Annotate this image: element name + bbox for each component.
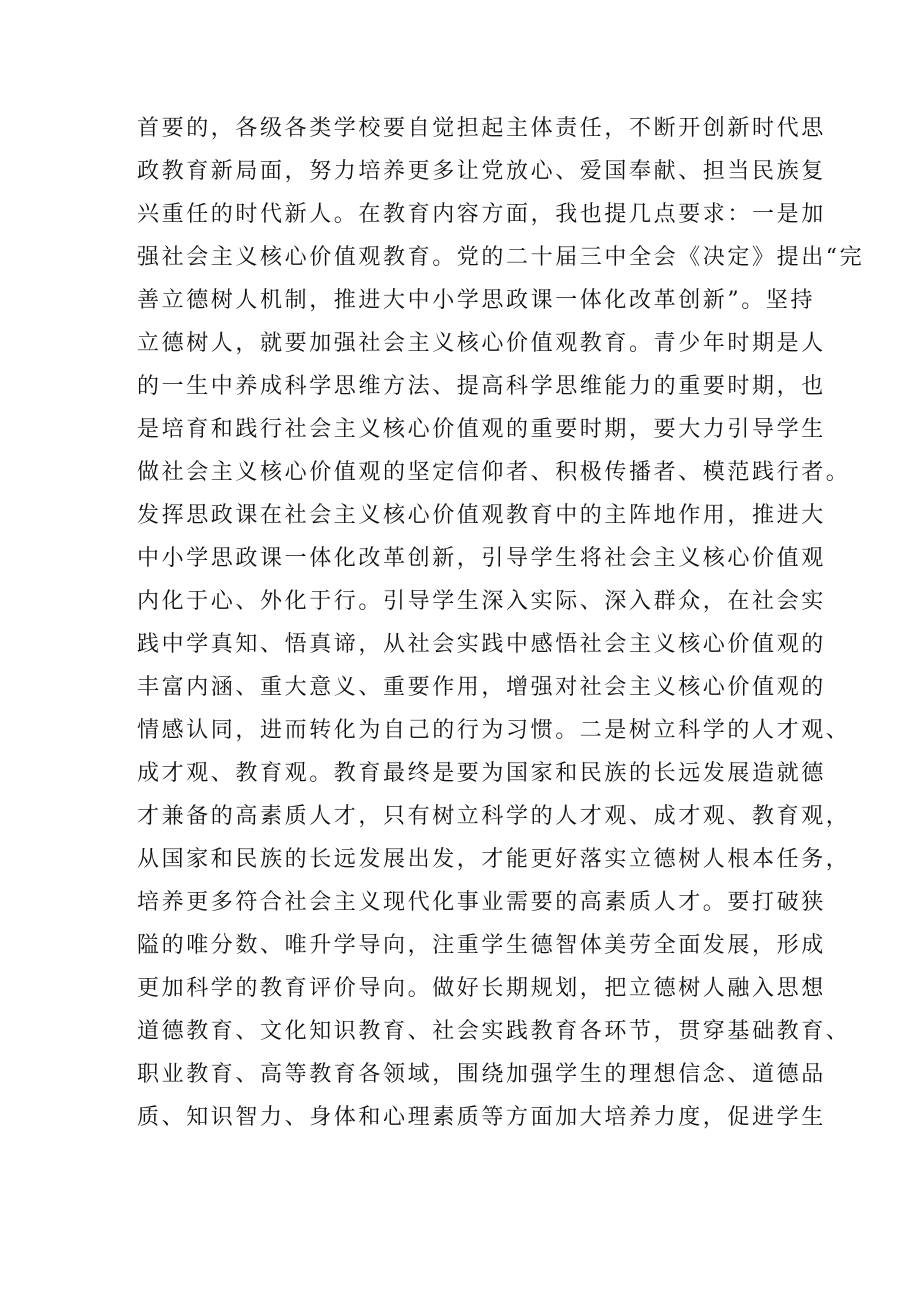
text-line: 道德教育、文化知识教育、社会实践教育各环节，贯穿基础教育、: [137, 1019, 851, 1044]
text-line: 成才观、教育观。教育最终是要为国家和民族的长远发展造就德: [137, 761, 826, 786]
text-line: 善立德树人机制，推进大中小学思政课一体化改革创新”。坚持: [137, 288, 816, 313]
text-line: 从国家和民族的长远发展出发，才能更好落实立德树人根本任务，: [137, 847, 851, 872]
text-line: 兴重任的时代新人。在教育内容方面，我也提几点要求：一是加: [137, 202, 826, 227]
text-line: 中小学思政课一体化改革创新，引导学生将社会主义核心价值观: [137, 546, 826, 571]
text-line: 隘的唯分数、唯升学导向，注重学生德智体美劳全面发展，形成: [137, 933, 826, 958]
text-line: 培养更多符合社会主义现代化事业需要的高素质人才。要打破狭: [137, 890, 826, 915]
text-line: 首要的，各级各类学校要自觉担起主体责任，不断开创新时代思: [137, 116, 826, 141]
text-line: 质、知识智力、身体和心理素质等方面加大培养力度，促进学生: [137, 1105, 826, 1130]
text-line: 做社会主义核心价值观的坚定信仰者、积极传播者、模范践行者。: [137, 460, 851, 485]
text-line: 内化于心、外化于行。引导学生深入实际、深入群众，在社会实: [137, 589, 826, 614]
text-line: 才兼备的高素质人才，只有树立科学的人才观、成才观、教育观，: [137, 804, 851, 829]
text-line: 情感认同，进而转化为自己的行为习惯。二是树立科学的人才观、: [137, 718, 851, 743]
text-line: 践中学真知、悟真谛，从社会实践中感悟社会主义核心价值观的: [137, 632, 826, 657]
text-line: 是培育和践行社会主义核心价值观的重要时期，要大力引导学生: [137, 417, 826, 442]
text-line: 丰富内涵、重大意义、重要作用，增强对社会主义核心价值观的: [137, 675, 826, 700]
text-line: 立德树人，就要加强社会主义核心价值观教育。青少年时期是人: [137, 331, 826, 356]
text-line: 发挥思政课在社会主义核心价值观教育中的主阵地作用，推进大: [137, 503, 826, 528]
text-line: 政教育新局面，努力培养更多让党放心、爱国奉献、担当民族复: [137, 159, 826, 184]
text-line: 职业教育、高等教育各领域，围绕加强学生的理想信念、道德品: [137, 1062, 826, 1087]
text-line: 强社会主义核心价值观教育。党的二十届三中全会《决定》提出“完: [137, 245, 865, 270]
body-text: [137, 107, 865, 1139]
text-line: 的一生中养成科学思维方法、提高科学思维能力的重要时期，也: [137, 374, 826, 399]
text-line: 更加科学的教育评价导向。做好长期规划，把立德树人融入思想: [137, 976, 826, 1001]
